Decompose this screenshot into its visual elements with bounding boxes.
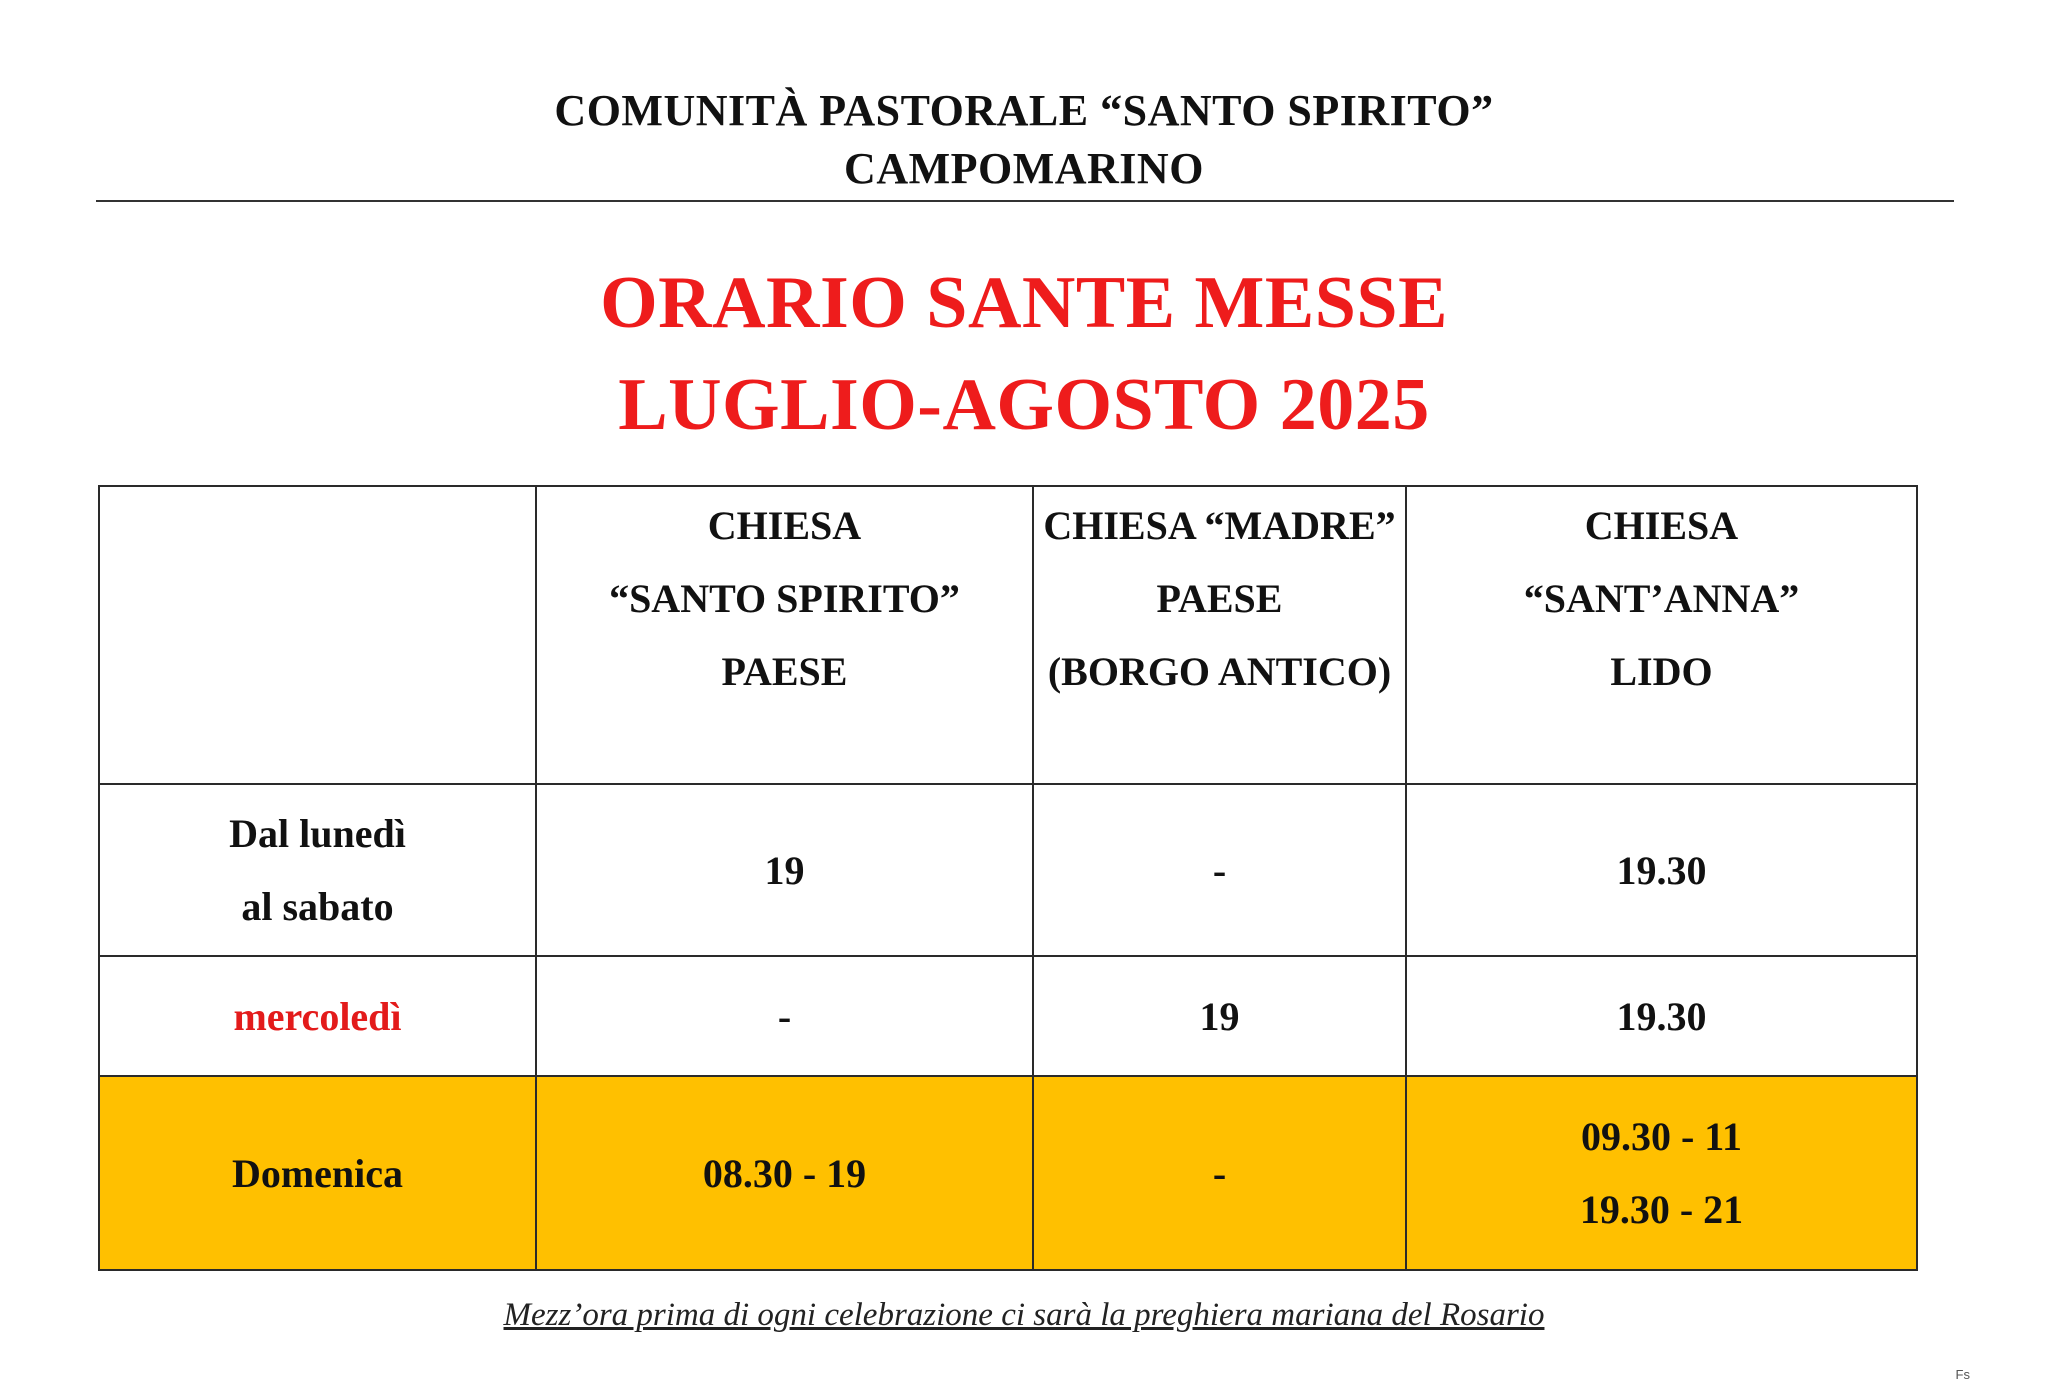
header-line: PAESE — [721, 649, 848, 694]
time-cell — [1406, 956, 1917, 1076]
time-cell — [536, 956, 1033, 1076]
mass-schedule-table — [98, 485, 1918, 1271]
time-cell — [536, 784, 1033, 956]
time-cell — [1406, 784, 1917, 956]
time-value: - — [777, 993, 792, 1039]
community-header — [0, 82, 2048, 198]
column-header-santo-spirito — [536, 486, 1033, 784]
row-label-line: mercoledì — [233, 993, 402, 1039]
time-value: - — [1212, 1150, 1227, 1196]
header-line: CHIESA — [707, 503, 862, 548]
time-value: 19.30 — [1616, 847, 1707, 893]
header-line: LIDO — [1610, 649, 1713, 694]
town-name: CAMPOMARINO — [844, 144, 1204, 193]
row-label-wednesday — [99, 956, 536, 1076]
title-line-2: LUGLIO-AGOSTO 2025 — [618, 364, 1430, 446]
time-value: 19 — [764, 847, 805, 893]
row-label-line: Domenica — [231, 1150, 404, 1196]
row-label-line: al sabato — [241, 884, 394, 929]
time-cell — [1033, 956, 1406, 1076]
time-value: 19.30 — [1616, 993, 1707, 1039]
column-header-chiesa-madre — [1033, 486, 1406, 784]
time-value: 09.30 - 11 — [1580, 1114, 1743, 1159]
page-title — [0, 252, 2048, 456]
time-value: 19.30 - 21 — [1579, 1187, 1744, 1232]
row-label-weekdays — [99, 784, 536, 956]
time-cell — [1406, 1076, 1917, 1270]
row-label-line: Dal lunedì — [229, 811, 406, 856]
header-divider — [96, 200, 1954, 202]
title-line-1: ORARIO SANTE MESSE — [600, 262, 1448, 344]
community-name: COMUNITÀ PASTORALE “SANTO SPIRITO” — [554, 86, 1494, 135]
table-row-weekdays — [99, 784, 1917, 956]
header-line: “SANT’ANNA” — [1523, 576, 1800, 621]
rosary-note: Mezz’ora prima di ogni celebrazione ci sarà la preghiera mariana del Rosario — [503, 1297, 1545, 1333]
table-header-row — [99, 486, 1917, 784]
header-line: PAESE — [1156, 576, 1283, 621]
empty-corner-cell — [99, 486, 536, 784]
time-cell — [536, 1076, 1033, 1270]
corner-mark: Fs — [1955, 1367, 1970, 1382]
row-label-sunday — [99, 1076, 536, 1270]
time-value: 19 — [1199, 993, 1240, 1039]
header-line: CHIESA “MADRE” — [1043, 503, 1396, 548]
table-row-wednesday — [99, 956, 1917, 1076]
header-line: CHIESA — [1584, 503, 1739, 548]
time-value: 08.30 - 19 — [702, 1150, 867, 1196]
table-row-sunday — [99, 1076, 1917, 1270]
header-line: (BORGO ANTICO) — [1047, 649, 1392, 694]
column-header-sant-anna — [1406, 486, 1917, 784]
time-cell — [1033, 1076, 1406, 1270]
time-cell — [1033, 784, 1406, 956]
time-value: - — [1212, 847, 1227, 893]
header-line: “SANTO SPIRITO” — [609, 576, 960, 621]
